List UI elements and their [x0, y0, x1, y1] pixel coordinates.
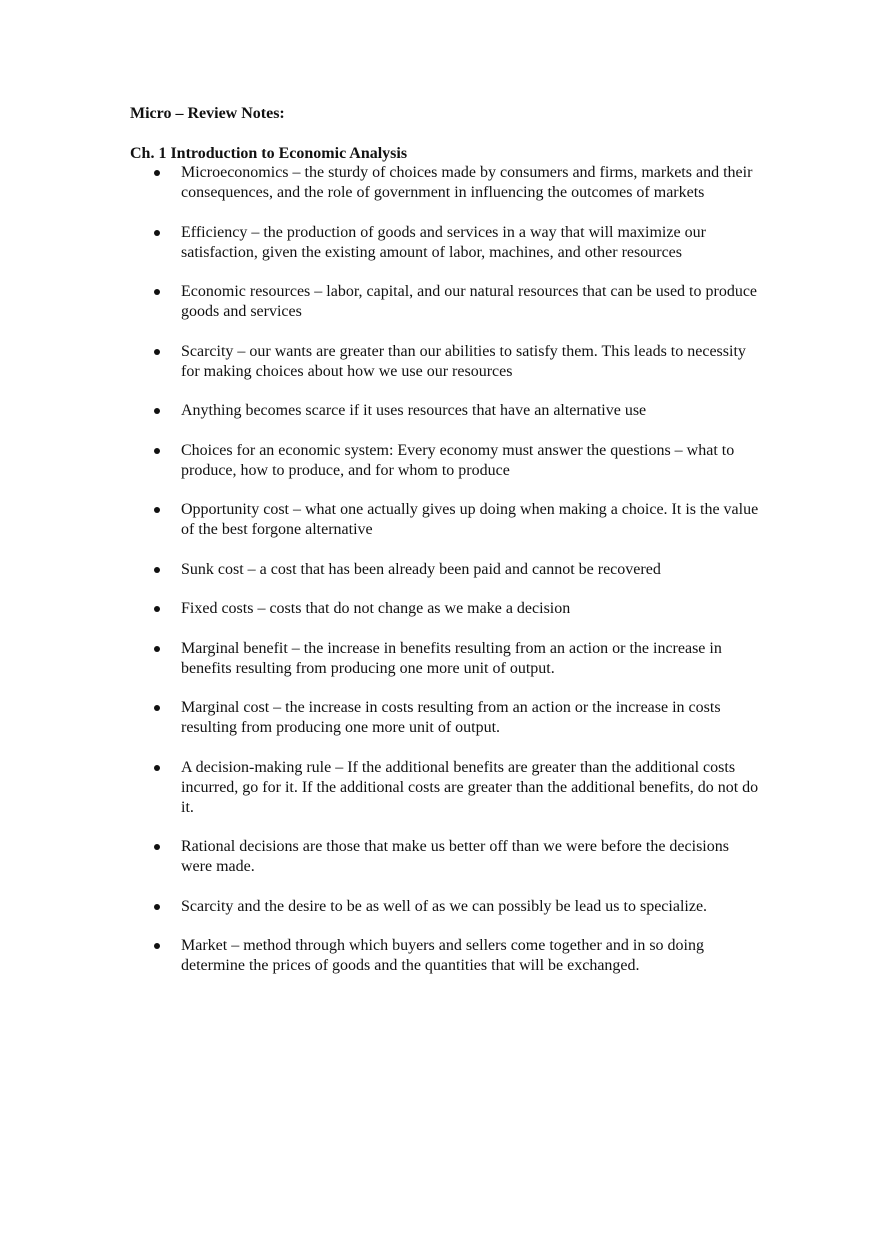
list-item-text: Rational decisions are those that make us better off than we were before the decisions were made. [181, 838, 729, 875]
list-item-text: Scarcity and the desire to be as well of as we can possibly be lead us to specialize. [181, 897, 708, 915]
bullet-icon [154, 844, 160, 850]
bullet-icon [154, 507, 160, 513]
list-item-text: Fixed costs – costs that do not change as we make a decision [181, 600, 571, 617]
bullet-icon [154, 170, 160, 176]
list-item-text: Scarcity – our wants are greater than our abilities to satisfy them. This leads to necessity for making choices about how we use our resources [181, 342, 746, 380]
bullet-icon [154, 230, 160, 236]
list-item-text: Marginal cost – the increase in costs resulting from an action or the increase in costs resulting from producing one more unit of output. [181, 699, 721, 736]
list-item [130, 282, 760, 322]
list-item [130, 639, 760, 679]
list-item-text: Microeconomics – the sturdy of choices made by consumers and firms, markets and their consequences, and the role of government in influencing the outcomes of markets [181, 164, 753, 201]
bullet-icon [154, 606, 160, 612]
list-item [130, 342, 760, 382]
list-item-text: Opportunity cost – what one actually gives up doing when making a choice. It is the value of the best forgone alternative [181, 501, 759, 538]
list-item-text: Market – method through which buyers and sellers come together and in so doing determine the prices of goods and the quantities that will be exchanged. [181, 937, 704, 974]
list-item [130, 758, 760, 818]
bullet-icon [154, 705, 160, 711]
list-item-text: Choices for an economic system: Every economy must answer the questions – what to produce, how to produce, and for whom to produce [181, 441, 735, 479]
bullet-icon [154, 448, 160, 454]
bullet-icon [154, 765, 160, 771]
list-item-text: A decision-making rule – If the additional benefits are greater than the additional costs incurred, go for it. If the additional costs are greater than the additional benefits, do not do it. [181, 758, 759, 816]
bullet-icon [154, 567, 160, 573]
list-item [130, 500, 760, 540]
list-item [130, 698, 760, 738]
bullet-icon [154, 646, 160, 652]
list-item [130, 441, 760, 481]
list-item-text: Marginal benefit – the increase in benefits resulting from an action or the increase in benefits resulting from producing one more unit of output. [181, 639, 722, 677]
list-item [130, 936, 760, 976]
bullet-icon [154, 289, 160, 295]
list-item [130, 897, 760, 917]
bullet-icon [154, 349, 160, 355]
list-item-text: Sunk cost – a cost that has been already been paid and cannot be recovered [181, 560, 661, 578]
list-item-text: Economic resources – labor, capital, and our natural resources that can be used to produce goods and services [181, 283, 758, 320]
list-item [130, 599, 760, 619]
list-item [130, 401, 760, 421]
list-item [130, 560, 760, 580]
review-notes-list [130, 163, 760, 996]
chapter-heading: Ch. 1 Introduction to Economic Analysis [130, 145, 408, 162]
page-title: Micro – Review Notes: [130, 105, 285, 122]
list-item [130, 223, 760, 263]
list-item-text: Anything becomes scarce if it uses resources that have an alternative use [181, 402, 647, 419]
bullet-icon [154, 408, 160, 414]
bullet-icon [154, 904, 160, 910]
list-item [130, 837, 760, 877]
list-item-text: Efficiency – the production of goods and services in a way that will maximize our satisfaction, given the existing amount of labor, machines, and other resources [181, 223, 706, 261]
bullet-icon [154, 943, 160, 949]
list-item [130, 163, 760, 203]
